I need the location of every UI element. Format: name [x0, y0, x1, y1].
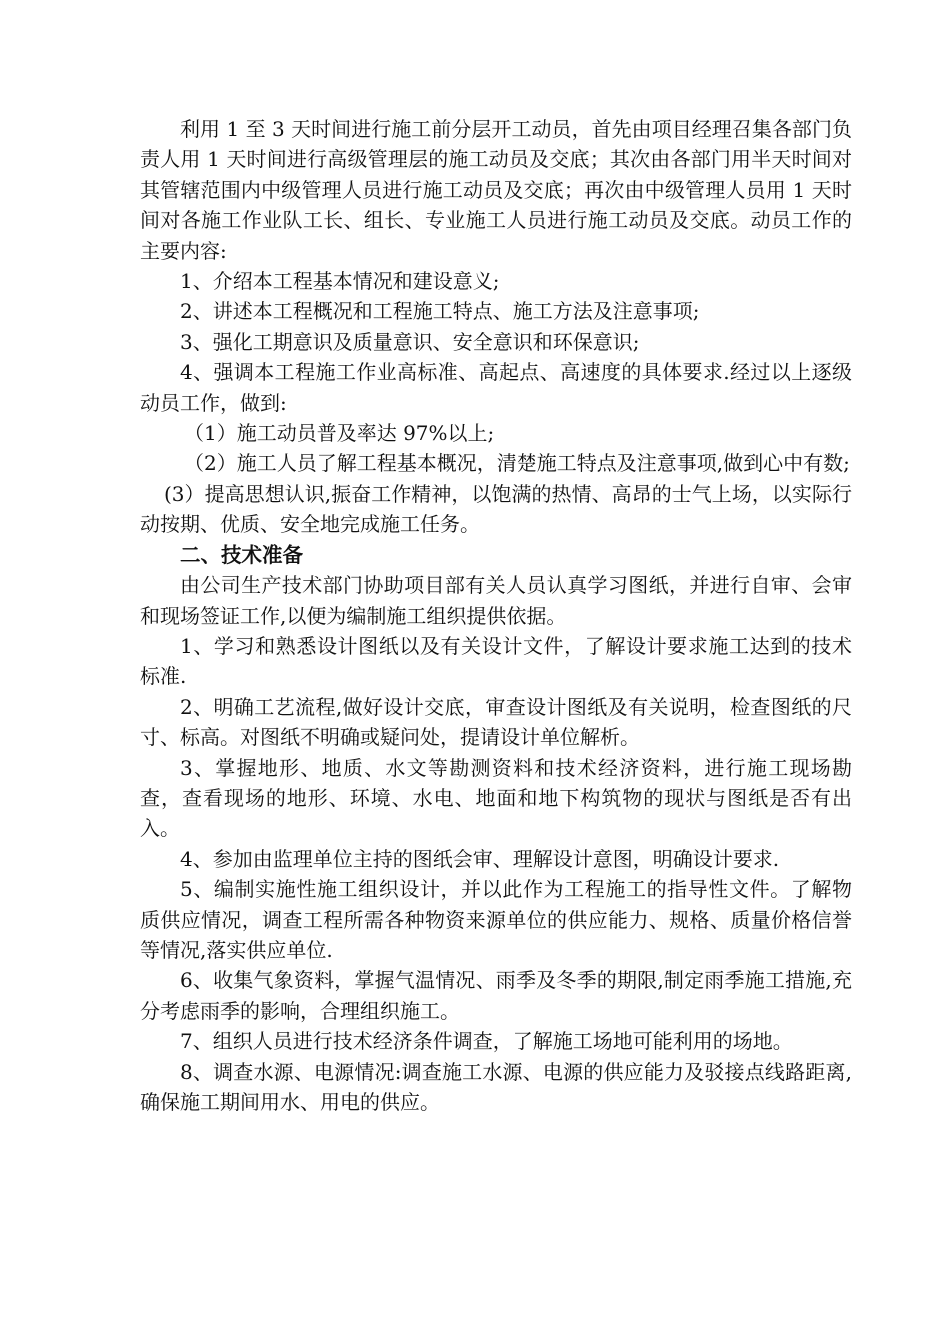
technical-item-5: 5、编制实施性施工组织设计，并以此作为工程施工的指导性文件。了解物质供应情况，调查工程所需各种物资来源单位的供应能力、规格、质量价格信誉等情况,落实供应单位. [140, 877, 852, 962]
technical-intro-paragraph: 由公司生产技术部门协助项目部有关人员认真学习图纸，并进行自审、会审和现场签证工作,以便为编制施工组织提供依据。 [140, 573, 852, 628]
technical-item-6: 6、收集气象资料，掌握气温情况、雨季及冬季的期限,制定雨季施工措施,充分考虑雨季的影响，合理组织施工。 [140, 968, 852, 1023]
document-page [140, 114, 852, 1117]
technical-item-3: 3、掌握地形、地质、水文等勘测资料和技术经济资料，进行施工现场勘查，查看现场的地形、环境、水电、地面和地下构筑物的现状与图纸是否有出入。 [140, 755, 852, 841]
mobilization-item-4: 4、强调本工程施工作业高标准、高起点、高速度的具体要求.经过以上逐级动员工作，做到: [140, 360, 852, 415]
mobilization-intro-paragraph: 利用 1 至 3 天时间进行施工前分层开工动员，首先由项目经理召集各部门负责人用 1 天时间进行高级管理层的施工动员及交底；其次由各部门用半天时间对其管辖范围内中级管理人员进行施工动员及交底；再次由中级管理人员用 1 天时间对各施工作业队工长、组长、专业施工人员进行施工动员及交底。动员工作的主要内容: [140, 117, 852, 263]
mobilization-subitem-1: （1）施工动员普及率达 97%以上; [184, 421, 495, 446]
technical-item-7: 7、组织人员进行技术经济条件调查，了解施工场地可能利用的场地。 [180, 1029, 793, 1054]
mobilization-subitem-3: (3）提高思想认识,振奋工作精神，以饱满的热情、高昂的士气上场，以实际行动按期、优质、安全地完成施工任务。 [140, 481, 852, 537]
technical-item-1: 1、学习和熟悉设计图纸以及有关设计文件，了解设计要求施工达到的技术标准. [140, 633, 852, 689]
technical-item-4: 4、参加由监理单位主持的图纸会审、理解设计意图，明确设计要求. [180, 846, 780, 871]
mobilization-item-2: 2、讲述本工程概况和工程施工特点、施工方法及注意事项; [180, 299, 700, 324]
technical-item-2: 2、明确工艺流程,做好设计交底，审查设计图纸及有关说明，检查图纸的尺寸、标高。对图纸不明确或疑问处，提请设计单位解析。 [140, 694, 852, 750]
mobilization-subitem-2: （2）施工人员了解工程基本概况，清楚施工特点及注意事项,做到心中有数; [184, 451, 850, 476]
mobilization-item-3: 3、强化工期意识及质量意识、安全意识和环保意识; [180, 329, 640, 354]
technical-item-8: 8、调查水源、电源情况:调查施工水源、电源的供应能力及驳接点线路距离,确保施工期间用水、用电的供应。 [140, 1059, 852, 1114]
technical-preparation-heading: 二、技术准备 [180, 542, 303, 567]
mobilization-item-1: 1、介绍本工程基本情况和建设意义; [180, 269, 500, 294]
